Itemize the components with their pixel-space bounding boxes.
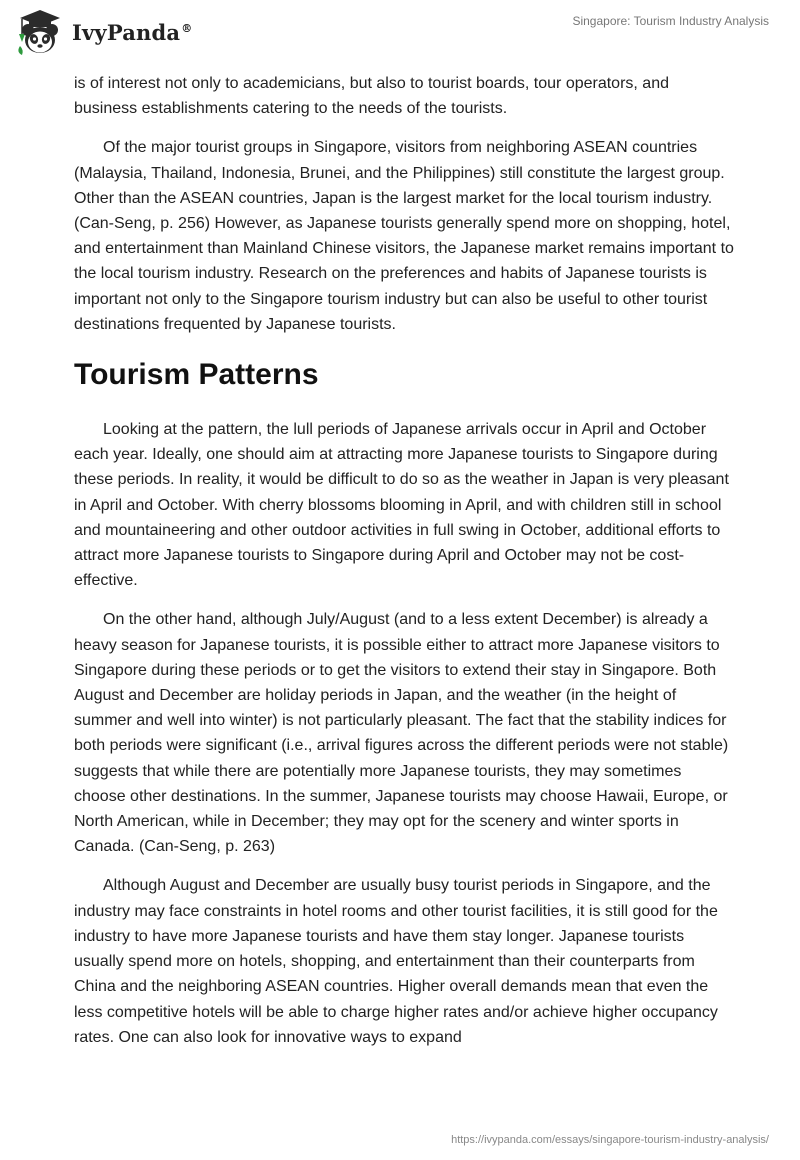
source-url-link[interactable]: https://ivypanda.com/essays/singapore-tourism-industry-analysis/: [451, 1134, 769, 1146]
paragraph-continued: is of interest not only to academicians, but also to tourist boards, tour operators, and business establishments catering to the needs of the tourists.: [74, 75, 669, 118]
panda-logo-icon: [14, 8, 66, 56]
ivypanda-logo[interactable]: [14, 8, 192, 56]
registered-mark: ®: [181, 21, 193, 35]
section-heading: Tourism Patterns: [74, 358, 319, 392]
paragraph-heavy-season: On the other hand, although July/August (and to a less extent December) is already a heavy season for Japanese tourists, it is possible either to attract more Japanese visitors to Singapore during these periods or to get the visitors to extend their stay in Singapore. Both August and December are holiday periods in Japan, and the weather (in the height of summer and well into winter) is not particularly pleasant. The fact that the stability indices for both periods were significant (i.e., arrival figures across the different periods were not stable) suggests that while there are potentially more Japanese tourists, they may sometimes choose other destinations. In the summer, Japanese tourists may choose Hawaii, Europe, or North American, while in December; they may opt for the scenery and winter sports in Canada. (Can-Seng, p. 263): [74, 611, 729, 856]
paragraph-lull-periods: Looking at the pattern, the lull periods of Japanese arrivals occur in April and October each year. Ideally, one should aim at attracting more Japanese tourists to Singapore during these periods. In reality, it would be difficult to do so as the weather in Japan is very pleasant in April and October. With cherry blossoms blooming in April, and with children still in school and mountaineering and other outdoor activities in full swing in October, additional efforts to attract more Japanese tourists to Singapore during April and October may not be cost-effective.: [74, 421, 729, 590]
page-header: [0, 0, 800, 60]
article-body: [74, 71, 734, 1064]
paragraph-busy-periods: Although August and December are usually busy tourist periods in Singapore, and the industry may face constraints in hotel rooms and other tourist facilities, it is still good for the industry to have more Japanese tourists and have them stay longer. Japanese tourists usually spend more on hotels, shopping, and entertainment than their counterparts from China and the neighboring ASEAN countries. Higher overall demands mean that even the less competitive hotels will be able to charge higher rates and/or achieve higher occupancy rates. One can also look for innovative ways to expand: [74, 877, 718, 1046]
brand-name: IvyPanda®: [72, 19, 193, 45]
paragraph-asean-japan: Of the major tourist groups in Singapore, visitors from neighboring ASEAN countries (Malaysia, Thailand, Indonesia, Brunei, and the Philippines) still constitute the largest group. Other than the ASEAN countries, Japan is the largest market for the local tourism industry. (Can-Seng, p. 256) However, as Japanese tourists generally spend more on shopping, hotel, and entertainment than Mainland Chinese visitors, the Japanese market remains important to the local tourism industry. Research on the preferences and habits of Japanese tourists is important not only to the Singapore tourism industry but can also be useful to other tourist destinations frequented by Japanese tourists.: [74, 139, 734, 333]
document-title: Singapore: Tourism Industry Analysis: [572, 14, 769, 28]
